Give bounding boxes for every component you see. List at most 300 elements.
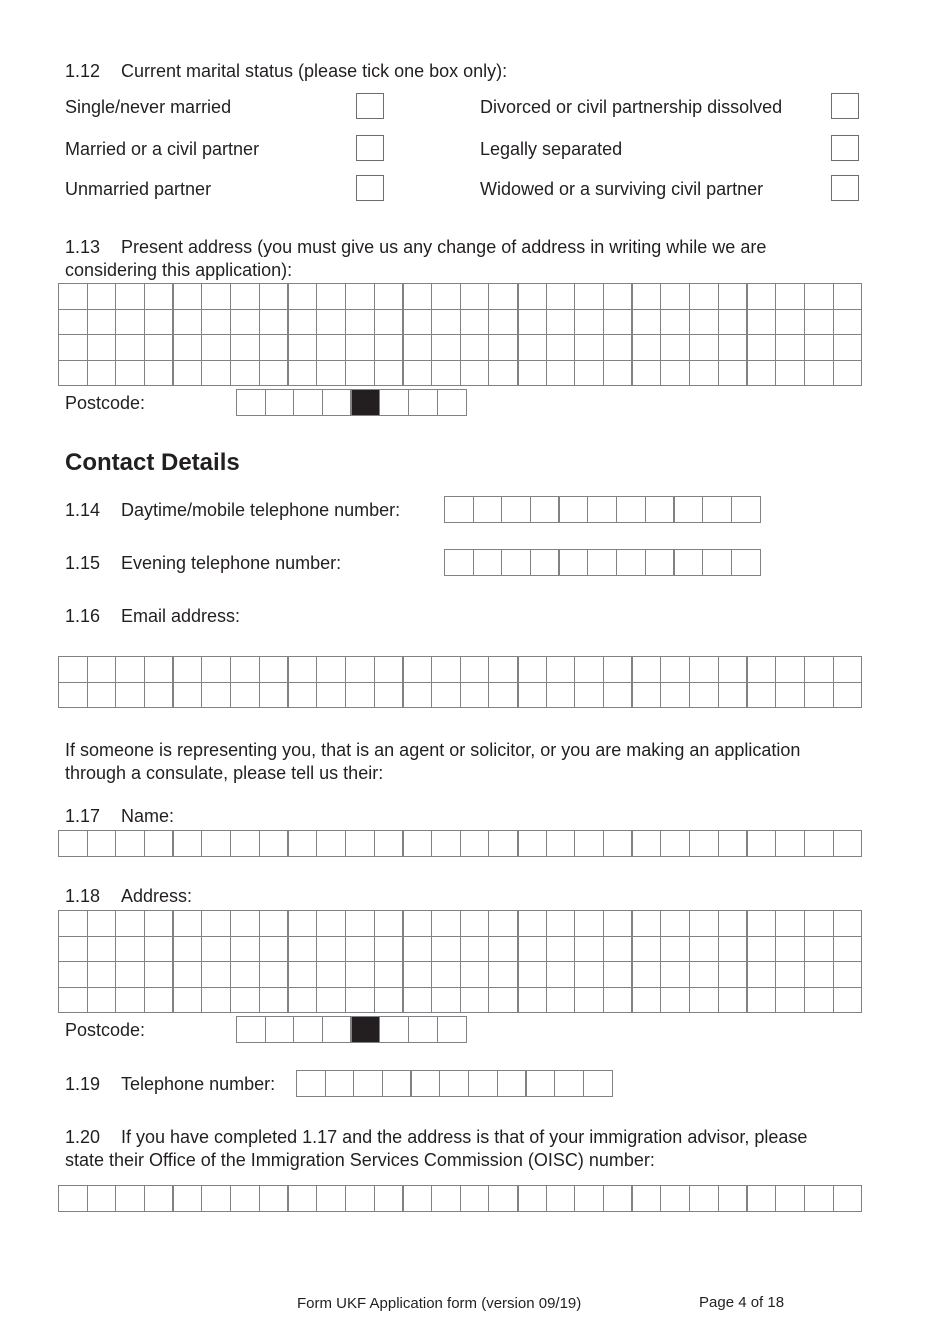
char-box[interactable] bbox=[403, 657, 432, 683]
char-box[interactable] bbox=[445, 550, 474, 576]
char-box[interactable] bbox=[776, 682, 805, 708]
option-widowed-checkbox[interactable] bbox=[831, 175, 859, 201]
char-box[interactable] bbox=[489, 360, 518, 386]
char-box[interactable] bbox=[460, 657, 489, 683]
char-box[interactable] bbox=[87, 360, 116, 386]
char-box[interactable] bbox=[460, 987, 489, 1013]
representative-phone-grid[interactable] bbox=[296, 1070, 613, 1097]
char-box[interactable] bbox=[259, 987, 288, 1013]
char-box[interactable] bbox=[674, 497, 703, 523]
char-box[interactable] bbox=[237, 1017, 266, 1043]
option-married-checkbox[interactable] bbox=[356, 135, 384, 161]
char-box[interactable] bbox=[403, 911, 432, 937]
char-box[interactable] bbox=[431, 309, 460, 335]
char-box[interactable] bbox=[776, 936, 805, 962]
char-box[interactable] bbox=[173, 987, 202, 1013]
char-box[interactable] bbox=[518, 657, 547, 683]
char-box[interactable] bbox=[145, 335, 174, 361]
char-box[interactable] bbox=[317, 962, 346, 988]
char-box[interactable] bbox=[604, 657, 633, 683]
char-box[interactable] bbox=[617, 550, 646, 576]
char-box[interactable] bbox=[546, 309, 575, 335]
char-box[interactable] bbox=[489, 936, 518, 962]
char-box[interactable] bbox=[731, 550, 760, 576]
char-box[interactable] bbox=[833, 962, 862, 988]
char-box[interactable] bbox=[718, 682, 747, 708]
char-box[interactable] bbox=[403, 284, 432, 310]
char-box[interactable] bbox=[489, 309, 518, 335]
char-box[interactable] bbox=[345, 987, 374, 1013]
char-box[interactable] bbox=[374, 831, 403, 857]
char-box[interactable] bbox=[604, 962, 633, 988]
char-box[interactable] bbox=[431, 911, 460, 937]
char-box[interactable] bbox=[87, 936, 116, 962]
char-box[interactable] bbox=[546, 360, 575, 386]
char-box[interactable] bbox=[588, 550, 617, 576]
char-box[interactable] bbox=[776, 962, 805, 988]
char-box[interactable] bbox=[383, 1071, 412, 1097]
char-box[interactable] bbox=[546, 962, 575, 988]
daytime-phone-grid[interactable] bbox=[444, 496, 761, 523]
char-box[interactable] bbox=[518, 911, 547, 937]
char-box[interactable] bbox=[437, 1017, 466, 1043]
char-box[interactable] bbox=[661, 682, 690, 708]
char-box[interactable] bbox=[59, 335, 88, 361]
char-box[interactable] bbox=[690, 657, 719, 683]
char-box[interactable] bbox=[345, 309, 374, 335]
char-box[interactable] bbox=[804, 987, 833, 1013]
char-box[interactable] bbox=[116, 962, 145, 988]
evening-phone-grid[interactable] bbox=[444, 549, 761, 576]
char-box[interactable] bbox=[431, 1186, 460, 1212]
char-box[interactable] bbox=[718, 962, 747, 988]
option-separated-checkbox[interactable] bbox=[831, 135, 859, 161]
oisc-number-grid[interactable] bbox=[58, 1185, 862, 1212]
char-box[interactable] bbox=[323, 390, 352, 416]
char-box[interactable] bbox=[317, 309, 346, 335]
char-box[interactable] bbox=[604, 936, 633, 962]
char-box[interactable] bbox=[294, 390, 323, 416]
char-box[interactable] bbox=[380, 1017, 409, 1043]
char-box[interactable] bbox=[718, 657, 747, 683]
char-box[interactable] bbox=[231, 309, 260, 335]
char-box[interactable] bbox=[632, 284, 661, 310]
char-box[interactable] bbox=[718, 831, 747, 857]
present-postcode-grid[interactable] bbox=[236, 389, 467, 416]
char-box[interactable] bbox=[661, 911, 690, 937]
char-box[interactable] bbox=[632, 682, 661, 708]
char-box[interactable] bbox=[231, 831, 260, 857]
char-box[interactable] bbox=[546, 335, 575, 361]
char-box[interactable] bbox=[317, 936, 346, 962]
char-box[interactable] bbox=[804, 831, 833, 857]
char-box[interactable] bbox=[380, 390, 409, 416]
char-box[interactable] bbox=[202, 911, 231, 937]
char-box[interactable] bbox=[489, 1186, 518, 1212]
char-box[interactable] bbox=[288, 987, 317, 1013]
char-box[interactable] bbox=[202, 284, 231, 310]
char-box[interactable] bbox=[632, 335, 661, 361]
char-box[interactable] bbox=[431, 360, 460, 386]
char-box[interactable] bbox=[297, 1071, 326, 1097]
char-box[interactable] bbox=[288, 360, 317, 386]
char-box[interactable] bbox=[575, 831, 604, 857]
char-box[interactable] bbox=[690, 1186, 719, 1212]
char-box[interactable] bbox=[718, 1186, 747, 1212]
char-box[interactable] bbox=[116, 309, 145, 335]
option-unmarried-checkbox[interactable] bbox=[356, 175, 384, 201]
char-box[interactable] bbox=[345, 682, 374, 708]
char-box[interactable] bbox=[718, 335, 747, 361]
char-box[interactable] bbox=[259, 682, 288, 708]
char-box[interactable] bbox=[231, 657, 260, 683]
char-box[interactable] bbox=[661, 309, 690, 335]
char-box[interactable] bbox=[690, 962, 719, 988]
char-box[interactable] bbox=[776, 284, 805, 310]
char-box[interactable] bbox=[374, 936, 403, 962]
char-box[interactable] bbox=[833, 911, 862, 937]
char-box[interactable] bbox=[116, 1186, 145, 1212]
char-box[interactable] bbox=[202, 987, 231, 1013]
char-box[interactable] bbox=[460, 962, 489, 988]
char-box[interactable] bbox=[575, 962, 604, 988]
char-box[interactable] bbox=[518, 284, 547, 310]
char-box[interactable] bbox=[409, 1017, 438, 1043]
char-box[interactable] bbox=[690, 936, 719, 962]
char-box[interactable] bbox=[265, 1017, 294, 1043]
option-single-checkbox[interactable] bbox=[356, 93, 384, 119]
char-box[interactable] bbox=[575, 657, 604, 683]
char-box[interactable] bbox=[116, 360, 145, 386]
char-box[interactable] bbox=[661, 936, 690, 962]
char-box[interactable] bbox=[460, 831, 489, 857]
char-box[interactable] bbox=[288, 284, 317, 310]
char-box[interactable] bbox=[604, 1186, 633, 1212]
char-box[interactable] bbox=[431, 831, 460, 857]
char-box[interactable] bbox=[288, 309, 317, 335]
char-box[interactable] bbox=[202, 831, 231, 857]
option-divorced-checkbox[interactable] bbox=[831, 93, 859, 119]
char-box[interactable] bbox=[374, 657, 403, 683]
char-box[interactable] bbox=[518, 1186, 547, 1212]
char-box[interactable] bbox=[747, 284, 776, 310]
char-box[interactable] bbox=[431, 284, 460, 310]
char-box[interactable] bbox=[661, 657, 690, 683]
char-box[interactable] bbox=[731, 497, 760, 523]
char-box[interactable] bbox=[145, 284, 174, 310]
char-box[interactable] bbox=[231, 1186, 260, 1212]
char-box[interactable] bbox=[145, 360, 174, 386]
char-box[interactable] bbox=[604, 911, 633, 937]
char-box[interactable] bbox=[374, 987, 403, 1013]
char-box[interactable] bbox=[202, 962, 231, 988]
char-box[interactable] bbox=[690, 682, 719, 708]
char-box[interactable] bbox=[288, 962, 317, 988]
char-box[interactable] bbox=[747, 657, 776, 683]
char-box[interactable] bbox=[173, 682, 202, 708]
char-box[interactable] bbox=[661, 360, 690, 386]
char-box[interactable] bbox=[445, 497, 474, 523]
char-box[interactable] bbox=[59, 657, 88, 683]
char-box[interactable] bbox=[116, 936, 145, 962]
char-box[interactable] bbox=[518, 987, 547, 1013]
char-box[interactable] bbox=[747, 360, 776, 386]
char-box[interactable] bbox=[645, 550, 674, 576]
char-box[interactable] bbox=[59, 682, 88, 708]
char-box[interactable] bbox=[288, 831, 317, 857]
char-box[interactable] bbox=[661, 987, 690, 1013]
char-box[interactable] bbox=[460, 335, 489, 361]
char-box[interactable] bbox=[345, 284, 374, 310]
char-box[interactable] bbox=[317, 682, 346, 708]
char-box[interactable] bbox=[804, 1186, 833, 1212]
char-box[interactable] bbox=[583, 1071, 612, 1097]
char-box[interactable] bbox=[518, 335, 547, 361]
char-box[interactable] bbox=[747, 682, 776, 708]
char-box[interactable] bbox=[87, 657, 116, 683]
char-box[interactable] bbox=[546, 657, 575, 683]
char-box[interactable] bbox=[604, 987, 633, 1013]
char-box[interactable] bbox=[559, 550, 588, 576]
char-box[interactable] bbox=[473, 550, 502, 576]
char-box[interactable] bbox=[718, 360, 747, 386]
char-box[interactable] bbox=[575, 911, 604, 937]
char-box[interactable] bbox=[460, 284, 489, 310]
char-box[interactable] bbox=[145, 987, 174, 1013]
char-box[interactable] bbox=[575, 1186, 604, 1212]
char-box[interactable] bbox=[345, 335, 374, 361]
char-box[interactable] bbox=[317, 657, 346, 683]
char-box[interactable] bbox=[317, 911, 346, 937]
char-box[interactable] bbox=[546, 987, 575, 1013]
char-box[interactable] bbox=[411, 1071, 440, 1097]
char-box[interactable] bbox=[661, 831, 690, 857]
char-box[interactable] bbox=[489, 284, 518, 310]
char-box[interactable] bbox=[345, 911, 374, 937]
char-box[interactable] bbox=[403, 936, 432, 962]
representative-name-grid[interactable] bbox=[58, 830, 862, 857]
char-box[interactable] bbox=[374, 911, 403, 937]
char-box[interactable] bbox=[604, 360, 633, 386]
char-box[interactable] bbox=[317, 360, 346, 386]
char-box[interactable] bbox=[173, 657, 202, 683]
char-box[interactable] bbox=[690, 360, 719, 386]
char-box[interactable] bbox=[288, 1186, 317, 1212]
char-box[interactable] bbox=[526, 1071, 555, 1097]
char-box[interactable] bbox=[804, 682, 833, 708]
char-box[interactable] bbox=[460, 936, 489, 962]
char-box[interactable] bbox=[489, 657, 518, 683]
char-box[interactable] bbox=[804, 309, 833, 335]
char-box[interactable] bbox=[202, 335, 231, 361]
char-box[interactable] bbox=[776, 987, 805, 1013]
char-box[interactable] bbox=[145, 682, 174, 708]
char-box[interactable] bbox=[116, 657, 145, 683]
char-box[interactable] bbox=[661, 1186, 690, 1212]
char-box[interactable] bbox=[231, 911, 260, 937]
char-box[interactable] bbox=[288, 657, 317, 683]
char-box[interactable] bbox=[173, 1186, 202, 1212]
present-address-grid[interactable] bbox=[58, 283, 862, 386]
char-box[interactable] bbox=[317, 1186, 346, 1212]
char-box[interactable] bbox=[632, 936, 661, 962]
char-box[interactable] bbox=[288, 936, 317, 962]
char-box[interactable] bbox=[59, 831, 88, 857]
char-box[interactable] bbox=[259, 284, 288, 310]
char-box[interactable] bbox=[87, 831, 116, 857]
char-box[interactable] bbox=[632, 360, 661, 386]
char-box[interactable] bbox=[345, 657, 374, 683]
char-box[interactable] bbox=[460, 360, 489, 386]
char-box[interactable] bbox=[502, 550, 531, 576]
char-box[interactable] bbox=[59, 911, 88, 937]
char-box[interactable] bbox=[431, 682, 460, 708]
char-box[interactable] bbox=[776, 831, 805, 857]
char-box[interactable] bbox=[374, 962, 403, 988]
char-box[interactable] bbox=[804, 360, 833, 386]
char-box[interactable] bbox=[403, 682, 432, 708]
char-box[interactable] bbox=[345, 936, 374, 962]
char-box[interactable] bbox=[833, 1186, 862, 1212]
char-box[interactable] bbox=[87, 987, 116, 1013]
char-box[interactable] bbox=[747, 831, 776, 857]
char-box[interactable] bbox=[87, 682, 116, 708]
char-box[interactable] bbox=[575, 682, 604, 708]
char-box[interactable] bbox=[747, 936, 776, 962]
char-box[interactable] bbox=[374, 284, 403, 310]
char-box[interactable] bbox=[231, 284, 260, 310]
char-box[interactable] bbox=[145, 962, 174, 988]
char-box[interactable] bbox=[776, 335, 805, 361]
char-box[interactable] bbox=[431, 657, 460, 683]
char-box[interactable] bbox=[325, 1071, 354, 1097]
char-box[interactable] bbox=[804, 657, 833, 683]
char-box[interactable] bbox=[546, 284, 575, 310]
char-box[interactable] bbox=[531, 550, 560, 576]
char-box[interactable] bbox=[173, 284, 202, 310]
char-box[interactable] bbox=[403, 309, 432, 335]
char-box[interactable] bbox=[776, 1186, 805, 1212]
char-box[interactable] bbox=[59, 360, 88, 386]
char-box[interactable] bbox=[460, 1186, 489, 1212]
char-box[interactable] bbox=[87, 335, 116, 361]
char-box[interactable] bbox=[518, 936, 547, 962]
char-box[interactable] bbox=[345, 1186, 374, 1212]
char-box[interactable] bbox=[237, 390, 266, 416]
char-box[interactable] bbox=[632, 962, 661, 988]
char-box[interactable] bbox=[403, 987, 432, 1013]
char-box[interactable] bbox=[518, 309, 547, 335]
char-box[interactable] bbox=[718, 284, 747, 310]
char-box[interactable] bbox=[588, 497, 617, 523]
char-box[interactable] bbox=[145, 911, 174, 937]
char-box[interactable] bbox=[460, 911, 489, 937]
char-box[interactable] bbox=[546, 911, 575, 937]
char-box[interactable] bbox=[231, 682, 260, 708]
email-grid[interactable] bbox=[58, 656, 862, 708]
char-box[interactable] bbox=[173, 309, 202, 335]
char-box[interactable] bbox=[632, 831, 661, 857]
char-box[interactable] bbox=[231, 360, 260, 386]
char-box[interactable] bbox=[354, 1071, 383, 1097]
char-box[interactable] bbox=[403, 1186, 432, 1212]
char-box[interactable] bbox=[604, 284, 633, 310]
char-box[interactable] bbox=[173, 831, 202, 857]
char-box[interactable] bbox=[575, 987, 604, 1013]
char-box[interactable] bbox=[518, 962, 547, 988]
char-box[interactable] bbox=[632, 987, 661, 1013]
char-box[interactable] bbox=[259, 911, 288, 937]
char-box[interactable] bbox=[604, 309, 633, 335]
char-box[interactable] bbox=[431, 962, 460, 988]
char-box[interactable] bbox=[403, 360, 432, 386]
char-box[interactable] bbox=[87, 309, 116, 335]
char-box[interactable] bbox=[294, 1017, 323, 1043]
char-box[interactable] bbox=[59, 1186, 88, 1212]
char-box[interactable] bbox=[259, 657, 288, 683]
char-box[interactable] bbox=[173, 962, 202, 988]
char-box[interactable] bbox=[518, 360, 547, 386]
char-box[interactable] bbox=[674, 550, 703, 576]
char-box[interactable] bbox=[87, 284, 116, 310]
char-box[interactable] bbox=[833, 657, 862, 683]
char-box[interactable] bbox=[804, 335, 833, 361]
char-box[interactable] bbox=[59, 936, 88, 962]
char-box[interactable] bbox=[374, 360, 403, 386]
char-box[interactable] bbox=[145, 936, 174, 962]
char-box[interactable] bbox=[259, 936, 288, 962]
char-box[interactable] bbox=[632, 657, 661, 683]
representative-postcode-grid[interactable] bbox=[236, 1016, 467, 1043]
char-box[interactable] bbox=[546, 936, 575, 962]
char-box[interactable] bbox=[145, 657, 174, 683]
char-box[interactable] bbox=[87, 911, 116, 937]
char-box[interactable] bbox=[833, 987, 862, 1013]
char-box[interactable] bbox=[546, 1186, 575, 1212]
char-box[interactable] bbox=[469, 1071, 498, 1097]
char-box[interactable] bbox=[604, 335, 633, 361]
char-box[interactable] bbox=[259, 831, 288, 857]
char-box[interactable] bbox=[661, 284, 690, 310]
char-box[interactable] bbox=[632, 911, 661, 937]
char-box[interactable] bbox=[59, 309, 88, 335]
char-box[interactable] bbox=[202, 309, 231, 335]
char-box[interactable] bbox=[690, 309, 719, 335]
char-box[interactable] bbox=[833, 335, 862, 361]
char-box[interactable] bbox=[497, 1071, 526, 1097]
char-box[interactable] bbox=[202, 1186, 231, 1212]
char-box[interactable] bbox=[833, 360, 862, 386]
char-box[interactable] bbox=[804, 284, 833, 310]
char-box[interactable] bbox=[690, 284, 719, 310]
char-box[interactable] bbox=[116, 911, 145, 937]
char-box[interactable] bbox=[489, 335, 518, 361]
char-box[interactable] bbox=[489, 911, 518, 937]
char-box[interactable] bbox=[776, 911, 805, 937]
char-box[interactable] bbox=[403, 962, 432, 988]
char-box[interactable] bbox=[440, 1071, 469, 1097]
char-box[interactable] bbox=[776, 309, 805, 335]
char-box[interactable] bbox=[173, 360, 202, 386]
char-box[interactable] bbox=[747, 335, 776, 361]
char-box[interactable] bbox=[718, 911, 747, 937]
char-box[interactable] bbox=[431, 936, 460, 962]
char-box[interactable] bbox=[323, 1017, 352, 1043]
char-box[interactable] bbox=[259, 1186, 288, 1212]
char-box[interactable] bbox=[288, 335, 317, 361]
char-box[interactable] bbox=[833, 682, 862, 708]
char-box[interactable] bbox=[116, 284, 145, 310]
